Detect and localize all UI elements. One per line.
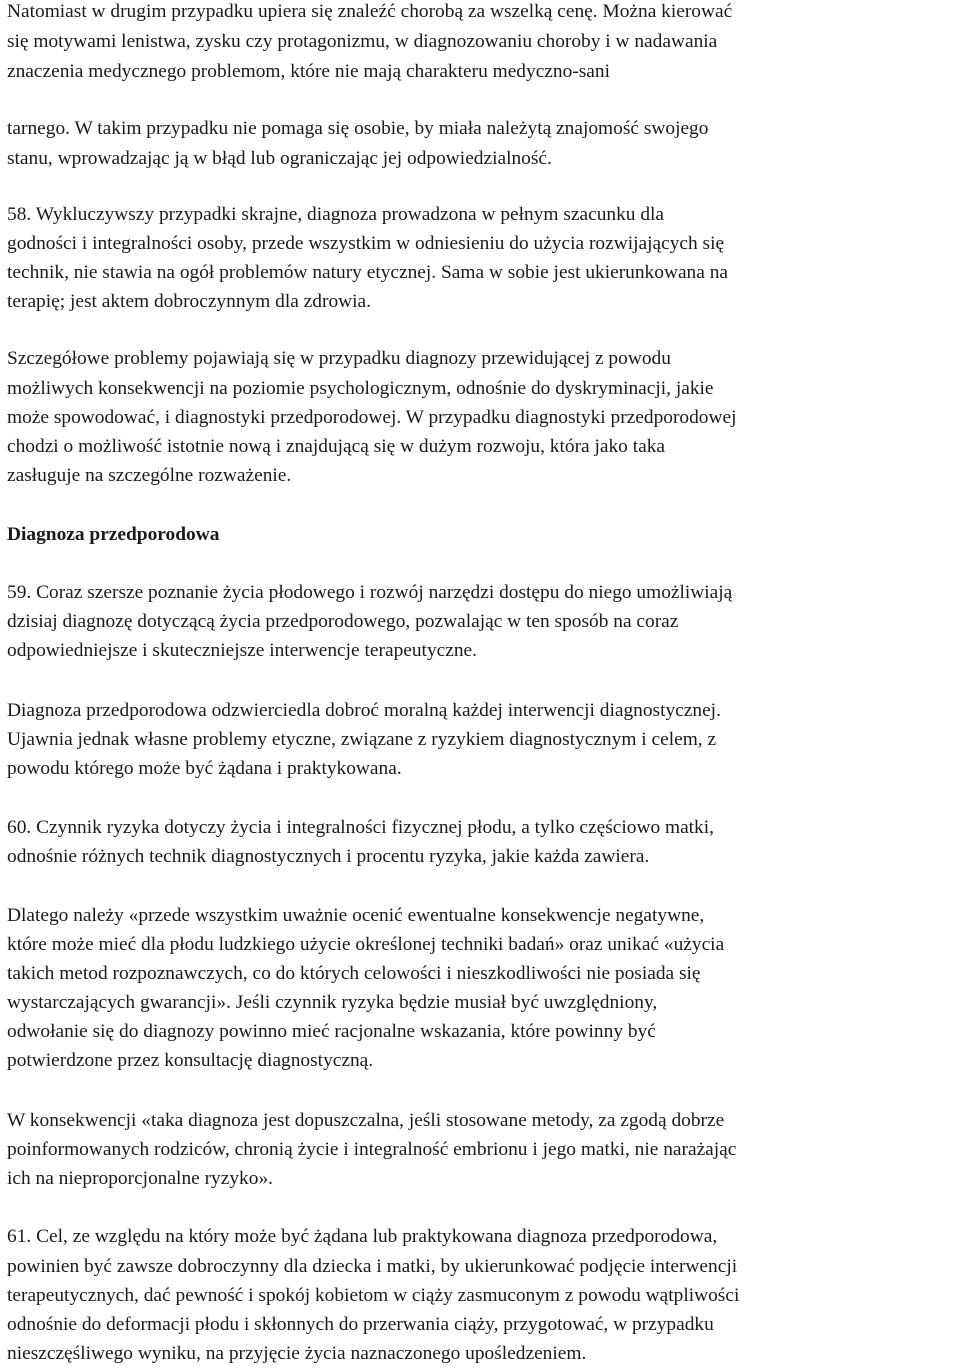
paragraph-line: technik, nie stawia na ogół problemów natury etycznej. Sama w sobie jest ukierunkowana na — [7, 262, 729, 283]
paragraph-line: Diagnoza przedporodowa odzwierciedla dobroć moralną każdej interwencji diagnostycznej. — [7, 700, 721, 721]
paragraph-line: dzisiaj diagnozę dotyczącą życia przedporodowego, pozwalając w ten sposób na coraz — [7, 611, 679, 632]
paragraph-line: może spowodować, i diagnostyki przedporodowej. W przypadku diagnostyki przedporodowej — [7, 407, 737, 428]
paragraph-line: odnośnie do deformacji płodu i skłonnych do przerwania ciąży, przygotować, w przypadku — [7, 1314, 714, 1335]
paragraph-line: Szczegółowe problemy pojawiają się w przypadku diagnozy przewidującej z powodu — [7, 348, 671, 369]
paragraph-line: chodzi o możliwość istotnie nową i znajdującą się w dużym rozwoju, która jako taka — [7, 436, 666, 457]
paragraph-line: które może mieć dla płodu ludzkiego użycie określonej techniki badań» oraz unikać «użycia — [7, 934, 725, 955]
section-heading: Diagnoza przedporodowa — [7, 524, 220, 545]
paragraph-line: 59. Coraz szersze poznanie życia płodowego i rozwój narzędzi dostępu do niego umożliwiają — [7, 582, 733, 603]
paragraph-line: nieszczęśliwego wyniku, na przyjęcie życia naznaczonego upośledzeniem. — [7, 1343, 587, 1364]
paragraph-line: odnośnie różnych technik diagnostycznych i procentu ryzyka, jakie każda zawiera. — [7, 846, 650, 867]
paragraph-line: potwierdzone przez konsultację diagnostyczną. — [7, 1050, 374, 1071]
paragraph-line: Natomiast w drugim przypadku upiera się znaleźć chorobą za wszelką cenę. Można kierować — [7, 1, 733, 22]
paragraph-line: 58. Wykluczywszy przypadki skrajne, diagnoza prowadzona w pełnym szacunku dla — [7, 204, 665, 225]
paragraph-line: terapeutycznych, dać pewność i spokój kobietom w ciąży zasmuconym z powodu wątpliwości — [7, 1285, 740, 1306]
paragraph-line: ich na nieproporcjonalne ryzyko». — [7, 1168, 273, 1189]
paragraph-line: Ujawnia jednak własne problemy etyczne, związane z ryzykiem diagnostycznym i celem, z — [7, 729, 717, 750]
paragraph-line: znaczenia medycznego problemom, które nie mają charakteru medyczno-sani — [7, 61, 610, 82]
paragraph-line: tarnego. W takim przypadku nie pomaga się osobie, by miała należytą znajomość swojego — [7, 118, 709, 139]
paragraph-line: odpowiedniejsze i skuteczniejsze interwencje terapeutyczne. — [7, 640, 478, 661]
paragraph-line: takich metod rozpoznawczych, co do których celowości i nieszkodliwości nie posiada się — [7, 963, 701, 984]
paragraph-line: Dlatego należy «przede wszystkim uważnie ocenić ewentualne konsekwencje negatywne, — [7, 905, 705, 926]
paragraph-line: możliwych konsekwencji na poziomie psychologicznym, odnośnie do dyskryminacji, jakie — [7, 378, 714, 399]
paragraph-line: odwołanie się do diagnozy powinno mieć racjonalne wskazania, które powinny być — [7, 1021, 656, 1042]
paragraph-line: W konsekwencji «taka diagnoza jest dopuszczalna, jeśli stosowane metody, za zgodą dobrze — [7, 1110, 725, 1131]
paragraph-line: powodu którego może być żądana i praktykowana. — [7, 758, 402, 779]
paragraph-line: poinformowanych rodziców, chronią życie i integralność embrionu i jego matki, nie narażając — [7, 1139, 737, 1160]
paragraph-line: terapię; jest aktem dobroczynnym dla zdrowia. — [7, 291, 371, 312]
paragraph-line: wystarczających gwarancji». Jeśli czynnik ryzyka będzie musiał być uwzględniony, — [7, 992, 658, 1013]
paragraph-line: stanu, wprowadzając ją w błąd lub ograniczając jej odpowiedzialność. — [7, 148, 552, 169]
paragraph-line: powinien być zawsze dobroczynny dla dziecka i matki, by ukierunkować podjęcie interwencji — [7, 1256, 738, 1277]
paragraph-line: 61. Cel, ze względu na który może być żądana lub praktykowana diagnoza przedporodowa, — [7, 1226, 718, 1247]
paragraph-line: zasługuje na szczególne rozważenie. — [7, 465, 292, 486]
paragraph-line: godności i integralności osoby, przede wszystkim w odniesieniu do użycia rozwijających się — [7, 233, 725, 254]
paragraph-line: 60. Czynnik ryzyka dotyczy życia i integralności fizycznej płodu, a tylko częściowo matki, — [7, 817, 714, 838]
paragraph-line: się motywami lenistwa, zysku czy protagonizmu, w diagnozowaniu choroby i w nadawania — [7, 31, 718, 52]
